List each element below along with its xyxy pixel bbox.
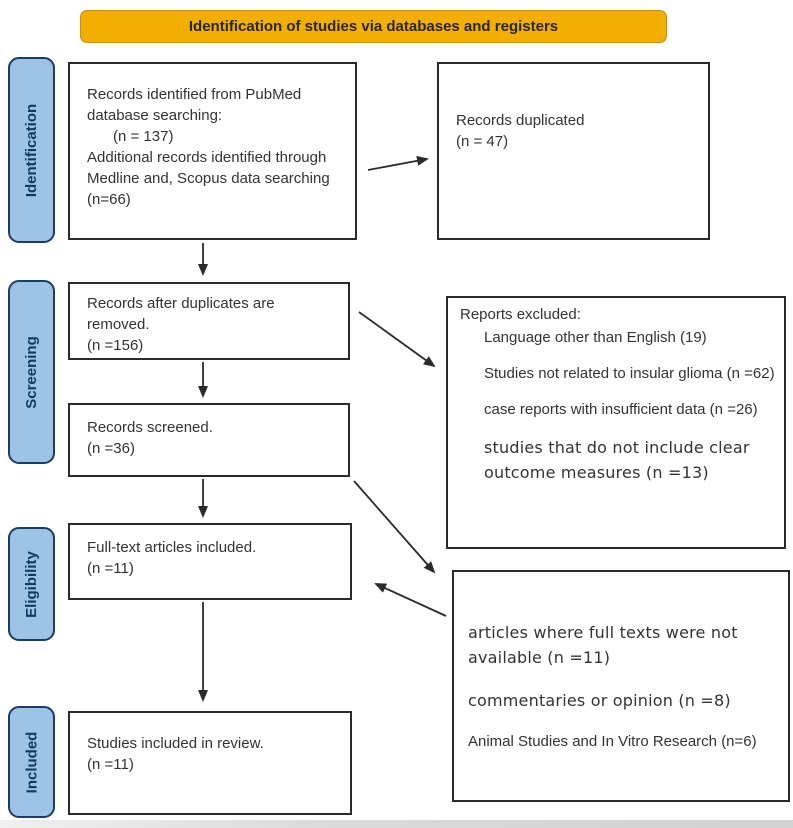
stage-bar-eligibility: [8, 527, 55, 641]
excluded-reason: Studies not related to insular glioma (n =62): [484, 365, 775, 382]
arrow-afterdup-to-excluded: [359, 312, 434, 366]
exclusion-reason: Animal Studies and In Vitro Research (n=6): [468, 733, 757, 750]
box-text-line: (n =11): [87, 560, 134, 577]
arrow-screened-to-exclusions: [354, 481, 434, 572]
stage-label-included: Included: [23, 731, 41, 793]
box-records-identified: [68, 62, 357, 240]
banner-title: Identification of studies via databases and registers: [80, 10, 667, 43]
stage-label-screening: Screening: [23, 335, 40, 409]
box-records-duplicated: [437, 62, 710, 240]
box-studies-included-review: [68, 711, 352, 815]
box-text-line: (n =36): [87, 440, 135, 457]
excluded-reason: Language other than English (19): [484, 329, 707, 346]
box-reports-excluded: [446, 296, 786, 549]
stage-bar-screening: [8, 280, 55, 464]
stage-bar-included: [8, 706, 55, 818]
box-text-line: (n = 47): [456, 133, 509, 150]
box-fulltext-exclusions: [452, 570, 790, 802]
box-text-line: Records duplicated: [456, 112, 585, 129]
box-text-line: Studies included in review.: [87, 735, 264, 752]
box-text-line: Records after duplicates are removed.: [87, 295, 275, 333]
scan-artifact-band: [0, 820, 793, 828]
box-text-line: Full-text articles included.: [87, 539, 257, 556]
box-records-after-duplicates: [68, 282, 350, 360]
box-text-line: (n = 137): [113, 128, 174, 145]
box-text-line: Records identified from PubMed database searching:: [87, 86, 302, 124]
stage-label-identification: Identification: [23, 103, 40, 197]
arrow-exclusions-to-fulltext: [376, 584, 446, 616]
exclusion-reason: commentaries or opinion (n =8): [468, 691, 731, 710]
box-text-line: (n =156): [87, 337, 144, 354]
box-records-screened: [68, 403, 350, 477]
arrow-identified-to-duplicated: [368, 159, 427, 170]
stage-label-eligibility: Eligibility: [23, 550, 40, 618]
box-text-line: Additional records identified through Medline and, Scopus data searching (n=66): [87, 149, 330, 208]
stage-bar-identification: [8, 57, 55, 243]
box-text-line: Records screened.: [87, 419, 213, 436]
reports-excluded-title: Reports excluded:: [460, 306, 581, 323]
excluded-reason: studies that do not include clear outcome measures (n =13): [484, 438, 750, 482]
box-text-line: (n =11): [87, 756, 134, 773]
exclusion-reason: articles where full texts were not available (n =11): [468, 623, 738, 667]
excluded-reason: case reports with insufficient data (n =26): [484, 401, 758, 418]
box-fulltext-included: [68, 523, 352, 600]
